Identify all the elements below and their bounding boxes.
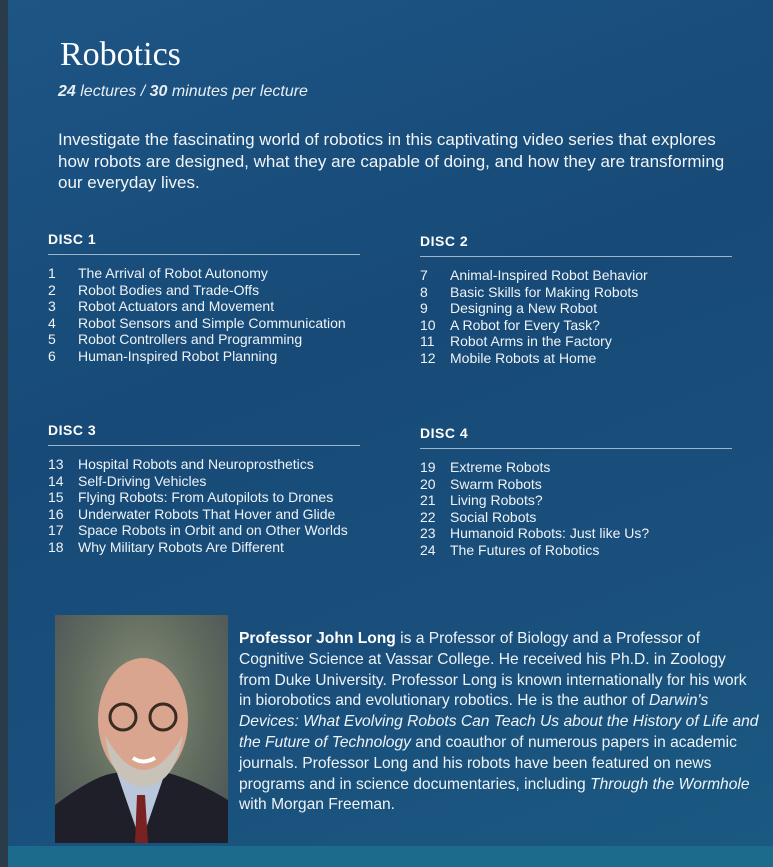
book-title: Darwin's Devices: What Evolving Robots Can Teach Us about the History of Life and the Future of Technology: [239, 692, 759, 751]
disc-heading: DISC 2: [420, 233, 732, 257]
professor-portrait-icon: [55, 615, 228, 843]
bio-text: with Morgan Freeman.: [239, 796, 395, 814]
lecture-item: [48, 506, 360, 523]
lecture-number: 3: [48, 298, 56, 315]
lecture-item: [420, 350, 732, 367]
lecture-number: 23: [420, 525, 436, 542]
lecture-item: [420, 509, 732, 526]
lecture-number: 13: [48, 456, 64, 472]
lecture-title: Self-Driving Vehicles: [78, 472, 207, 489]
disc-heading: DISC 3: [48, 422, 360, 446]
minutes-count: 30: [149, 83, 168, 100]
dvd-back-cover: [8, 0, 773, 867]
lecture-title: Robot Actuators and Movement: [78, 298, 275, 315]
lecture-item: [420, 284, 732, 301]
lecture-number: 10: [420, 316, 436, 333]
lecture-item: [48, 331, 360, 348]
bottom-band: [8, 846, 773, 867]
lecture-item: [420, 542, 732, 559]
bio-text: is a Professor of Biology and a Professor of Cognitive Science at Vassar College. He received his Ph.D. in Zoology from Duke University. Professor Long is known internationally for his work in biorobotics and evolutionary robotics. He is the author of: [239, 630, 747, 710]
lecture-item: [420, 300, 732, 317]
professor-name: Professor John Long: [239, 630, 396, 647]
lecture-title: Why Military Robots Are Different: [78, 538, 284, 555]
lecture-title: Underwater Robots That Hover and Glide: [78, 505, 336, 522]
lecture-number: 12: [420, 349, 436, 366]
lecture-title: Robot Controllers and Programming: [78, 331, 303, 348]
lecture-item: [48, 456, 360, 473]
lecture-title: Humanoid Robots: Just like Us?: [450, 525, 650, 542]
lecture-item: [48, 489, 360, 506]
disc-3-section: [48, 422, 360, 556]
lecture-number: 20: [420, 475, 436, 492]
lecture-number: 11: [420, 333, 435, 350]
lecture-title: Swarm Robots: [450, 475, 542, 492]
lecture-number: 6: [48, 347, 56, 364]
lecture-number: 14: [48, 472, 64, 489]
lecture-item: [48, 298, 360, 315]
lecture-title: The Futures of Robotics: [450, 541, 600, 558]
lecture-item: [48, 539, 360, 556]
lecture-number: 4: [48, 314, 56, 331]
disc-heading: DISC 4: [420, 425, 732, 449]
lecture-number: 5: [48, 331, 56, 348]
lecture-title: Mobile Robots at Home: [450, 349, 597, 366]
lecture-title: Designing a New Robot: [450, 300, 598, 317]
lecture-item: [420, 267, 732, 284]
lecture-item: [420, 333, 732, 350]
lecture-title: Hospital Robots and Neuroprosthetics: [78, 456, 314, 472]
lecture-number: 24: [420, 541, 436, 558]
lecture-item: [48, 265, 360, 282]
lecture-item: [48, 348, 360, 365]
lecture-item: [420, 476, 732, 493]
lecture-item: [48, 315, 360, 332]
lecture-title: A Robot for Every Task?: [450, 316, 600, 333]
lecture-item: [48, 282, 360, 299]
lecture-title: Robot Arms in the Factory: [450, 333, 612, 350]
disc-4-section: [420, 425, 732, 559]
lecture-number: 8: [420, 283, 428, 300]
course-description: Investigate the fascinating world of robotics in this captivating video series that explores how robots are designed, what they are capable of doing, and how they are transforming our everyday lives.: [58, 130, 725, 192]
lecture-title: The Arrival of Robot Autonomy: [78, 265, 268, 281]
lecture-number: 1: [48, 265, 56, 281]
disc-heading: DISC 1: [48, 231, 360, 255]
lecture-number: 19: [420, 459, 436, 475]
lecture-number: 21: [420, 492, 436, 509]
lecture-item: [420, 525, 732, 542]
lecture-title: Space Robots in Orbit and on Other Worlds: [78, 522, 348, 539]
lecture-title: Human-Inspired Robot Planning: [78, 347, 278, 364]
lecture-title: Flying Robots: From Autopilots to Drones: [78, 489, 334, 506]
lecture-item: [420, 492, 732, 509]
lecture-title: Extreme Robots: [450, 459, 551, 475]
professor-bio: [239, 629, 759, 816]
lecture-title: Robot Sensors and Simple Communication: [78, 314, 346, 331]
professor-photo: [55, 615, 228, 843]
lecture-title: Social Robots: [450, 508, 537, 525]
lecture-title: Robot Bodies and Trade-Offs: [78, 281, 260, 298]
lecture-title: Basic Skills for Making Robots: [450, 283, 639, 300]
bio-text: and coauthor of numerous papers in academic journals. Professor Long and his robots have been featured on news programs and in science documentaries, including: [239, 733, 737, 793]
lectures-label: lectures /: [80, 83, 146, 100]
disc-1-section: [48, 231, 360, 365]
lecture-item: [420, 317, 732, 334]
lecture-item: [48, 522, 360, 539]
lecture-number: 18: [48, 538, 64, 555]
course-title: Robotics: [60, 36, 181, 73]
lecture-title: Living Robots?: [450, 492, 543, 509]
lecture-number: 9: [420, 300, 428, 317]
lecture-title: Animal-Inspired Robot Behavior: [450, 267, 648, 283]
lecture-item: [420, 459, 732, 476]
lecture-number: 16: [48, 505, 64, 522]
lecture-number: 17: [48, 522, 64, 539]
show-title: Through the Wormhole: [590, 775, 750, 793]
lecture-number: 15: [48, 489, 64, 506]
course-subtitle: [58, 83, 308, 101]
lecture-number: 22: [420, 508, 436, 525]
lecture-number: 7: [420, 267, 428, 283]
lecture-count: 24: [58, 83, 76, 100]
lecture-number: 2: [48, 281, 56, 298]
minutes-label: minutes per lecture: [171, 83, 308, 100]
disc-2-section: [420, 233, 732, 367]
lecture-item: [48, 473, 360, 490]
